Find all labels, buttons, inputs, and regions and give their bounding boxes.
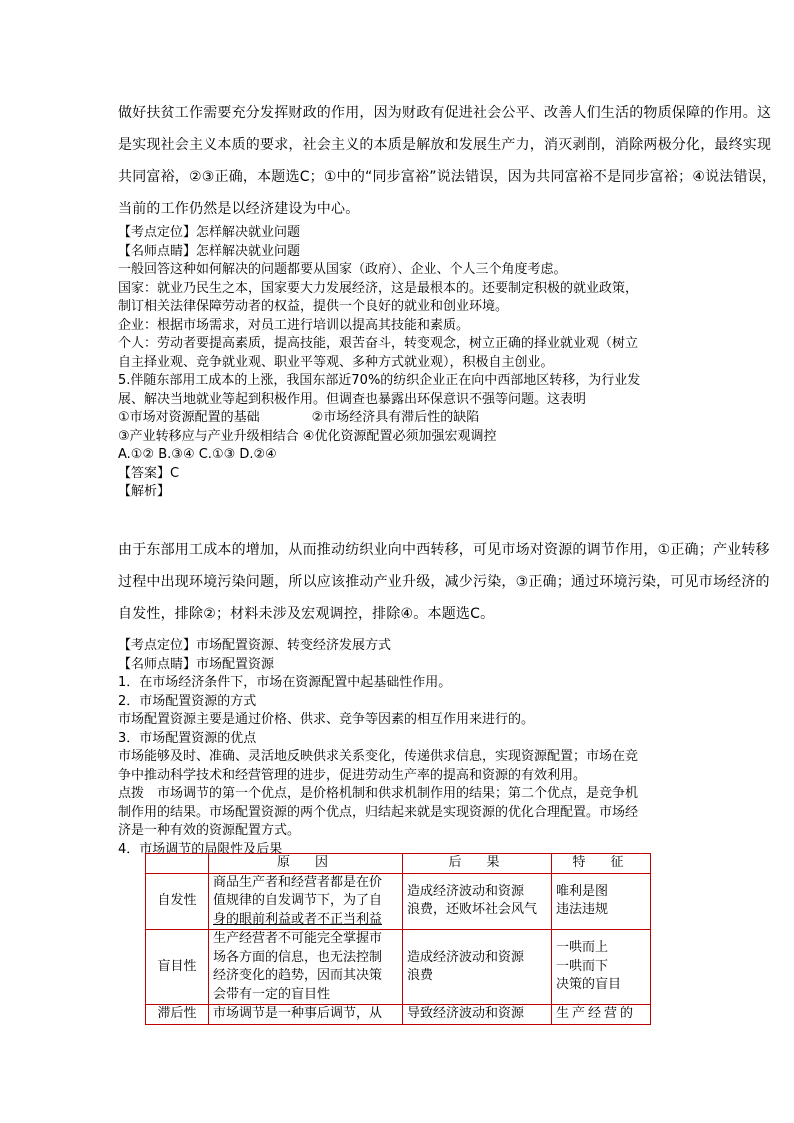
text-line: 市场配置资源主要是通过价格、供求、竞争等因素的相互作用来进行的。: [118, 712, 535, 727]
cell-line: 会带有一定的盲目性: [213, 986, 331, 1002]
text-line: 制订相关法律保障劳动者的权益，提供一个良好的就业和创业环境。: [118, 299, 509, 314]
table-header-feature: 特 征: [552, 854, 651, 874]
exam-point-label: 【考点定位】市场配置资源、转变经济发展方式: [118, 638, 392, 653]
row-name-cell: 自发性: [146, 873, 209, 930]
table-row: [146, 873, 651, 930]
text-line: 制作用的结果。市场配置资源的两个优点，归结起来就是实现资源的优化合理配置。市场经: [118, 804, 639, 820]
cell-line: 经济变化的趋势，因而其决策: [213, 968, 383, 983]
table-header-cell: [146, 854, 209, 874]
market-limitations-table: [145, 853, 651, 1025]
text-line: 2．市场配置资源的方式: [118, 693, 257, 709]
teacher-note-label: 【名师点睛】怎样解决就业问题: [118, 243, 301, 259]
question-stem: 展、解决当地就业等起到积极作用。但调查也暴露出环保意识不强等问题。这表明: [118, 391, 587, 407]
text-line: 共同富裕，②③正确，本题选C；①中的“同步富裕”说法错误，因为共同富裕不是同步富裕；④说法错误，: [118, 169, 777, 185]
question-stem: 5.伴随东部用工成本的上涨，我国东部近70%的纺织企业正在向中西部地区转移，为行业发: [118, 373, 641, 388]
cell-line: 一哄而上: [556, 940, 609, 956]
row-name-cell: 滞后性: [146, 1005, 209, 1025]
text-line: 3．市场配置资源的优点: [118, 730, 257, 746]
cell-line: 一哄而下: [556, 958, 609, 974]
option-line: ③产业转移应与产业升级相结合 ④优化资源配置必须加强宏观调控: [118, 428, 497, 444]
cell-line: 场各方面的信息，也无法控制: [213, 949, 383, 965]
option-line: ①市场对资源配置的基础 ②市场经济具有滞后性的缺陷: [118, 410, 480, 425]
answer-choices: A.①② B.③④ C.①③ D.②④: [118, 447, 277, 462]
table-row: [146, 1005, 651, 1025]
text-line: 国家：就业乃民生之本，国家要大力发展经济，这是最根本的。还要制定积极的就业政策，: [118, 280, 639, 296]
row-name-cell: 盲目性: [146, 930, 209, 1005]
text-line: 市场能够及时、准确、灵活地反映供求关系变化，传递供求信息，实现资源配置；市场在竞: [118, 749, 639, 764]
text-line: 做好扶贫工作需要充分发挥财政的作用，因为财政有促进社会公平、改善人们生活的物质保障的作用。这: [118, 105, 772, 121]
analysis-label: 【解析】: [118, 484, 171, 499]
analysis-paragraph: [118, 534, 774, 630]
cell-line: 造成经济波动和资源: [407, 883, 525, 899]
text-line: 1．在市场经济条件下，市场在资源配置中起基础性作用。: [118, 675, 452, 690]
text-line: 济是一种有效的资源配置方式。: [118, 823, 301, 838]
cause-cell: [209, 930, 403, 1005]
text-line: 当前的工作仍然是以经济建设为中心。: [118, 201, 360, 217]
text-line: 点拨 市场调节的第一个优点，是价格机制和供求机制作用的结果；第二个优点，是竞争机: [118, 786, 639, 801]
text-line: 一般回答这种如何解决的问题都要从国家（政府）、企业、个人三个角度考虑。: [118, 262, 567, 277]
cell-line: 造成经济波动和资源: [407, 949, 525, 965]
effect-cell: [403, 873, 552, 930]
table-header-cause: 原 因: [209, 854, 403, 874]
cell-line: 商品生产者和经营者都是在价: [213, 874, 383, 890]
table-header-effect: 后 果: [403, 854, 552, 874]
effect-cell: [403, 930, 552, 1005]
notes-block: [118, 637, 718, 859]
text-line: 过程中出现环境污染问题，所以应该推动产业升级，减少污染，③正确；通过环境污染，可见市场经济的: [118, 574, 770, 590]
cause-cell: [209, 1005, 403, 1025]
cell-line: 违法违规: [556, 902, 609, 918]
cell-line: 导致经济波动和资源: [407, 1006, 525, 1021]
cell-line: 浪费，还败坏社会风气: [407, 902, 538, 918]
cell-line: 浪费: [407, 968, 434, 983]
intro-paragraph: [118, 97, 777, 225]
cell-line: 身的眼前利益或者不正当利益: [213, 911, 383, 927]
cell-line: 生产经营者不可能完全掌握市: [213, 931, 383, 946]
text-line: 个人：劳动者要提高素质，提高技能，艰苦奋斗，转变观念，树立正确的择业就业观（树立: [118, 336, 639, 351]
cell-line: 决策的盲目: [556, 977, 622, 993]
answer-label: 【答案】C: [118, 465, 180, 481]
text-line: 是实现社会主义本质的要求，社会主义的本质是解放和发展生产力，消灭剥削，消除两极分化，最终实现: [118, 137, 772, 153]
feature-cell: [552, 873, 651, 930]
cell-line: 生产经营的: [556, 1006, 637, 1021]
feature-cell: [552, 930, 651, 1005]
teacher-note-label: 【名师点睛】市场配置资源: [118, 656, 275, 672]
cell-line: 值规律的自发调节下，为了自: [213, 893, 383, 908]
table-header-row: [146, 854, 651, 874]
exam-point-label: 【考点定位】怎样解决就业问题: [118, 225, 301, 240]
question-block: [118, 224, 718, 502]
text-line: 由于东部用工成本的增加，从而推动纺织业向中西转移，可见市场对资源的调节作用，①正确；产业转移: [118, 542, 770, 558]
text-line: 企业：根据市场需求，对员工进行培训以提高其技能和素质。: [118, 317, 470, 333]
effect-cell: [403, 1005, 552, 1025]
feature-cell: [552, 1005, 651, 1025]
cell-line: 市场调节是一种事后调节，从: [213, 1006, 383, 1021]
table-row: [146, 930, 651, 1005]
text-line: 争中推动科学技术和经营管理的进步，促进劳动生产率的提高和资源的有效利用。: [118, 767, 587, 783]
text-line: 自发性，排除②；材料未涉及宏观调控，排除④。本题选C。: [118, 606, 495, 622]
text-line: 4．市场调节的局限性及后果: [118, 841, 283, 857]
cause-cell: [209, 873, 403, 930]
cell-line: 唯利是图: [556, 883, 609, 899]
text-line: 自主择业观、竞争就业观、职业平等观、多种方式就业观），积极自主创业。: [118, 354, 554, 370]
